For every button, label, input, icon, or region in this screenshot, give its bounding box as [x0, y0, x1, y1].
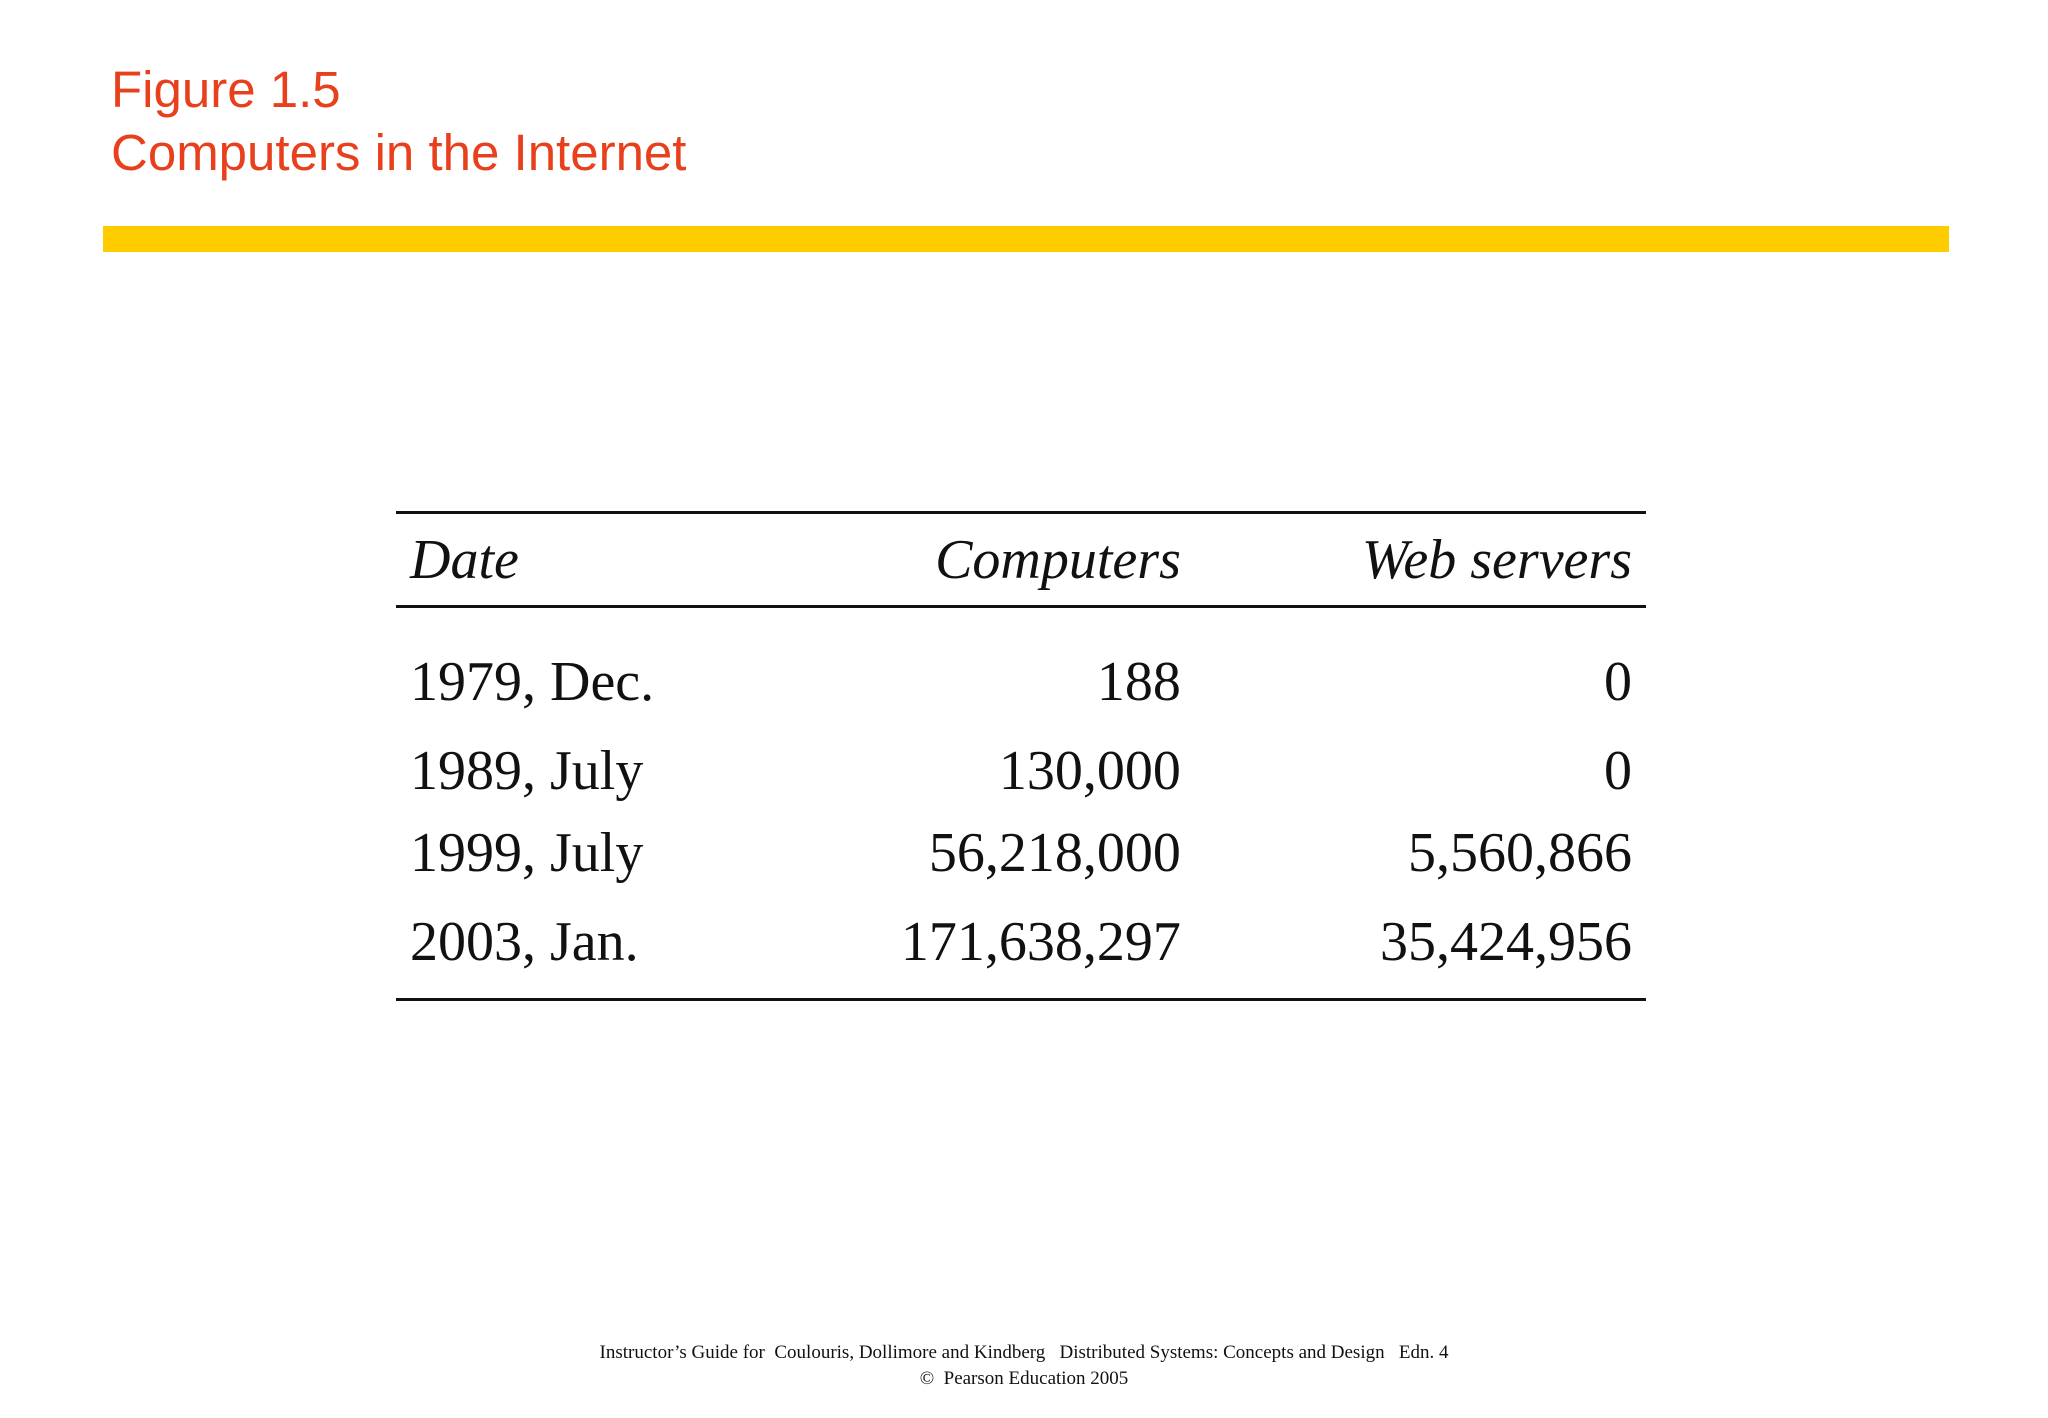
- cell-web-servers: 0: [1604, 651, 1632, 713]
- cell-computers: 171,638,297: [788, 894, 1195, 1000]
- footer-copyright: © Pearson Education 2005: [919, 1368, 1129, 1389]
- figure-title-block: [111, 58, 686, 184]
- footer-citation: Instructor’s Guide for Coulouris, Dollimore and Kindberg Distributed Systems: Concepts and Design Edn. 4: [599, 1342, 1449, 1363]
- cell-date: 2003, Jan.: [396, 894, 788, 1000]
- page-footer: [0, 1340, 2048, 1392]
- data-table-container: [396, 511, 1646, 1001]
- cell-computers: 130,000: [998, 740, 1181, 802]
- cell-date: 1979, Dec.: [410, 651, 655, 713]
- cell-date: 1989, July: [410, 740, 644, 802]
- cell-computers: 56,218,000: [928, 822, 1181, 884]
- table-row: [396, 894, 1646, 1000]
- table-row: [396, 812, 1646, 894]
- cell-web-servers: 35,424,956: [1195, 894, 1646, 1000]
- cell-web-servers: 5,560,866: [1408, 822, 1632, 884]
- cell-web-servers: 0: [1604, 740, 1632, 802]
- title-divider-bar: [103, 226, 1949, 252]
- column-header-web-servers: Web servers: [1195, 513, 1646, 607]
- column-header-computers: Computers: [788, 513, 1195, 607]
- figure-title: Computers in the Internet: [111, 124, 687, 181]
- cell-computers: 188: [1096, 651, 1181, 713]
- internet-growth-table: [396, 511, 1646, 1001]
- figure-label: Figure 1.5: [111, 61, 341, 118]
- column-header-date: Date: [396, 513, 788, 607]
- cell-date: 1999, July: [410, 822, 644, 884]
- table-row: [396, 730, 1646, 812]
- table-header-row: [396, 513, 1646, 607]
- table-row: [396, 607, 1646, 731]
